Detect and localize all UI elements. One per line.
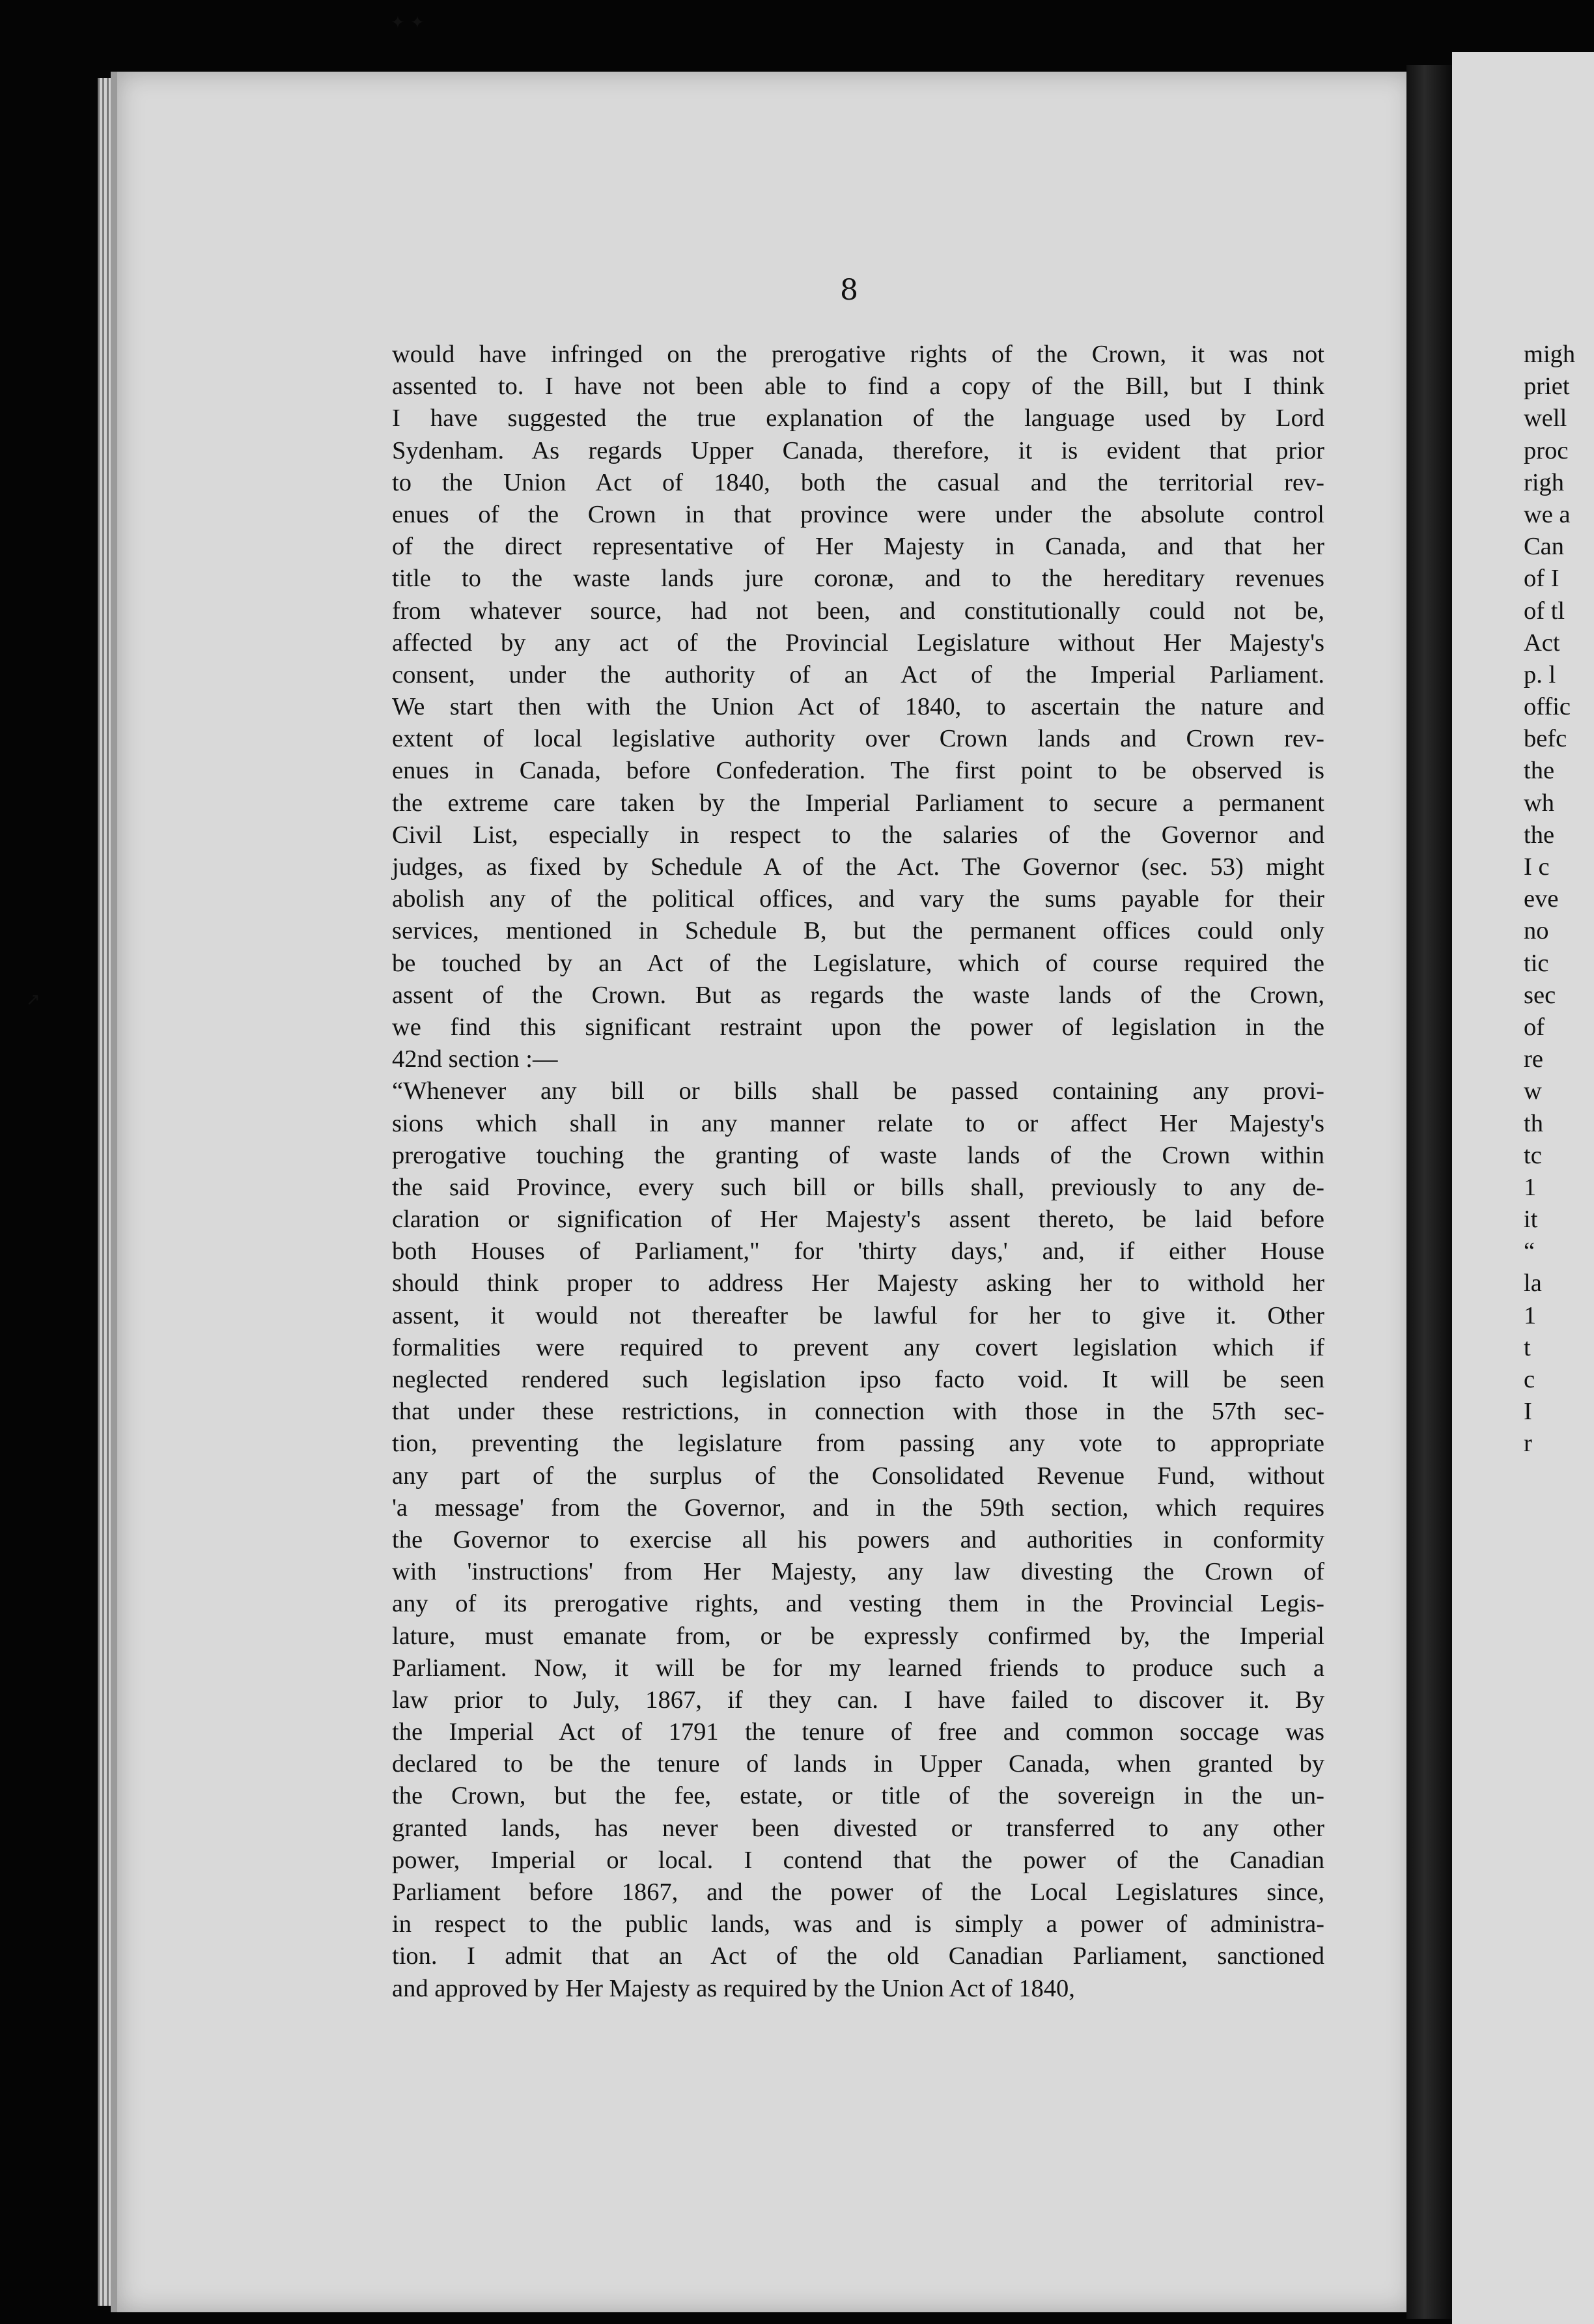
body-line: affected by any act of the Provincial Legislature without Her Majesty's	[392, 629, 1324, 657]
facing-page-line: we a	[1524, 500, 1571, 528]
body-line: assented to. I have not been able to find a copy of the Bill, but I think	[392, 373, 1324, 401]
book-gutter	[1406, 65, 1452, 2319]
facing-page-line: priet	[1524, 373, 1570, 401]
body-line: power, Imperial or local. I contend that the power of the Canadian	[392, 1846, 1324, 1874]
facing-page-line: w	[1524, 1077, 1542, 1105]
body-line: the said Province, every such bill or bills shall, previously to any de-	[392, 1173, 1324, 1201]
body-line: the extreme care taken by the Imperial Parliament to secure a permanent	[392, 789, 1324, 817]
facing-page-line: of tl	[1524, 597, 1565, 625]
body-line: the Governor to exercise all his powers and authorities in conformity	[392, 1525, 1324, 1553]
body-line: of the direct representative of Her Majesty in Canada, and that her	[392, 533, 1324, 561]
facing-page-line: 1	[1524, 1173, 1537, 1201]
body-line: that under these restrictions, in connection with those in the 57th sec-	[392, 1398, 1324, 1426]
page-number: 8	[840, 274, 858, 307]
facing-page-line: of I	[1524, 565, 1559, 593]
body-line: enues of the Crown in that province were under the absolute control	[392, 500, 1324, 528]
body-line: to the Union Act of 1840, both the casual and the territorial rev-	[392, 468, 1324, 496]
body-line: 'a message' from the Governor, and in the 59th section, which requires	[392, 1494, 1324, 1522]
body-line: consent, under the authority of an Act of the Imperial Parliament.	[392, 660, 1324, 688]
body-line: Parliament before 1867, and the power of the Local Legislatures since,	[392, 1878, 1324, 1906]
body-line: extent of local legislative authority over Crown lands and Crown rev-	[392, 725, 1324, 753]
body-line: We start then with the Union Act of 1840, to ascertain the nature and	[392, 693, 1324, 721]
body-line: 42nd section :—	[392, 1045, 558, 1073]
body-line: enues in Canada, before Confederation. The first point to be observed is	[392, 757, 1324, 785]
body-line: both Houses of Parliament," for 'thirty days,' and, if either House	[392, 1238, 1324, 1266]
facing-page-line: c	[1524, 1366, 1535, 1393]
body-line: tion. I admit that an Act of the old Canadian Parliament, sanctioned	[392, 1942, 1324, 1970]
facing-page-line: p. l	[1524, 660, 1556, 688]
body-line: claration or signification of Her Majesty's assent thereto, be laid before	[392, 1206, 1324, 1234]
body-line: from whatever source, had not been, and constitutionally could not be,	[392, 597, 1324, 625]
body-line: would have infringed on the prerogative rights of the Crown, it was not	[392, 341, 1324, 368]
facing-page-line: Act	[1524, 629, 1560, 657]
body-line: assent, it would not thereafter be lawful for her to give it. Other	[392, 1301, 1324, 1329]
facing-page-line: the	[1524, 821, 1555, 849]
facing-page-line: “	[1524, 1238, 1535, 1266]
body-line: neglected rendered such legislation ipso facto void. It will be seen	[392, 1366, 1324, 1393]
facing-page-line: la	[1524, 1269, 1542, 1297]
facing-page-line: re	[1524, 1045, 1543, 1073]
facing-page-line: Can	[1524, 533, 1565, 561]
facing-page-line: wh	[1524, 789, 1555, 817]
body-line: assent of the Crown. But as regards the waste lands of the Crown,	[392, 981, 1324, 1009]
body-line: I have suggested the true explanation of the language used by Lord	[392, 404, 1324, 432]
facing-page-line: r	[1524, 1430, 1532, 1458]
facing-page-line: th	[1524, 1109, 1543, 1137]
body-line: abolish any of the political offices, and vary the sums payable for their	[392, 885, 1324, 913]
body-line: tion, preventing the legislature from passing any vote to appropriate	[392, 1430, 1324, 1458]
facing-page-text	[1524, 339, 1575, 1460]
scan-speck: ✦ ✦	[391, 13, 425, 33]
body-line: granted lands, has never been divested or transferred to any other	[392, 1814, 1324, 1842]
facing-page-line: eve	[1524, 885, 1559, 913]
body-line: prerogative touching the granting of waste lands of the Crown within	[392, 1141, 1324, 1169]
body-line: and approved by Her Majesty as required by the Union Act of 1840,	[392, 1974, 1075, 2002]
body-line: formalities were required to prevent any covert legislation which if	[392, 1333, 1324, 1361]
facing-page-line: no	[1524, 917, 1549, 945]
body-line: the Crown, but the fee, estate, or title of the sovereign in the un-	[392, 1782, 1324, 1810]
body-line: we find this significant restraint upon the power of legislation in the	[392, 1013, 1324, 1041]
facing-page-line: it	[1524, 1206, 1538, 1234]
body-line: Parliament. Now, it will be for my learned friends to produce such a	[392, 1654, 1324, 1682]
scan-speck: ↗	[26, 990, 40, 1010]
body-line: any of its prerogative rights, and vesting them in the Provincial Legis-	[392, 1590, 1324, 1618]
body-line: declared to be the tenure of lands in Upper Canada, when granted by	[392, 1750, 1324, 1778]
body-line: the Imperial Act of 1791 the tenure of free and common soccage was	[392, 1718, 1324, 1746]
body-line: law prior to July, 1867, if they can. I have failed to discover it. By	[392, 1686, 1324, 1714]
body-line: services, mentioned in Schedule B, but the permanent offices could only	[392, 917, 1324, 945]
body-line: title to the waste lands jure coronæ, and to the hereditary revenues	[392, 565, 1324, 593]
body-line: with 'instructions' from Her Majesty, any law divesting the Crown of	[392, 1558, 1324, 1586]
body-line: in respect to the public lands, was and is simply a power of administra-	[392, 1910, 1324, 1938]
body-line: Sydenham. As regards Upper Canada, therefore, it is evident that prior	[392, 436, 1324, 464]
body-line: sions which shall in any manner relate to or affect Her Majesty's	[392, 1109, 1324, 1137]
facing-page-line: t	[1524, 1333, 1531, 1361]
facing-page-line: well	[1524, 404, 1567, 432]
facing-page-line: proc	[1524, 436, 1569, 464]
facing-page-line: I c	[1524, 853, 1550, 881]
body-line: “Whenever any bill or bills shall be passed containing any provi-	[392, 1077, 1324, 1105]
facing-page-line: 1	[1524, 1301, 1537, 1329]
facing-page-line: migh	[1524, 341, 1576, 368]
facing-page-line: I	[1524, 1398, 1532, 1426]
facing-page-line: offic	[1524, 693, 1571, 721]
facing-page-line: of	[1524, 1013, 1545, 1041]
facing-page-line: befc	[1524, 725, 1567, 753]
body-line: should think proper to address Her Majesty asking her to withold her	[392, 1269, 1324, 1297]
body-line: be touched by an Act of the Legislature, which of course required the	[392, 949, 1324, 977]
body-line: any part of the surplus of the Consolidated Revenue Fund, without	[392, 1462, 1324, 1490]
body-line: judges, as fixed by Schedule A of the Act. The Governor (sec. 53) might	[392, 853, 1324, 881]
body-line: Civil List, especially in respect to the salaries of the Governor and	[392, 821, 1324, 849]
facing-page-line: righ	[1524, 468, 1565, 496]
facing-page-line: tc	[1524, 1141, 1542, 1169]
body-text	[392, 339, 1324, 2005]
body-line: lature, must emanate from, or be expressly confirmed by, the Imperial	[392, 1622, 1324, 1650]
facing-page-line: sec	[1524, 981, 1556, 1009]
facing-page-line: tic	[1524, 949, 1549, 977]
facing-page-line: the	[1524, 757, 1555, 785]
